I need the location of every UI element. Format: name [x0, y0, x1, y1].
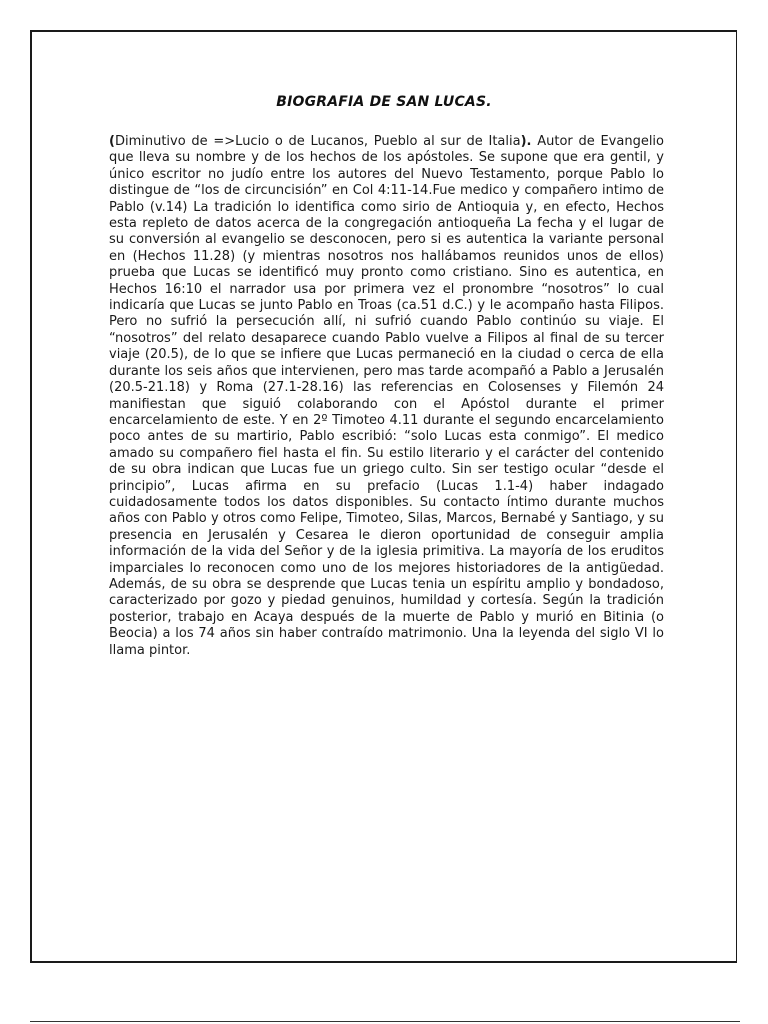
intro-paren-open: ( — [109, 134, 115, 149]
body-text: Autor de Evangelio que lleva su nombre y de los hechos de los apóstoles. Se supone que era gentil, y único escritor no judío entre los autores del Nuevo Testamento, porque Pablo lo distingue de “los de circuncisión” en Col 4:11-14.Fue medico y compañero intimo de Pablo (v.14) La tradición lo identifica como sirio de Antioquia y, en efecto, Hechos esta repleto de datos acerca de la congregación antioqueña La fecha y el lugar de su conversión al evangelio se desconocen, pero si es autentica la variante personal en (Hechos 11.28) (y mientras nosotros nos hallábamos reunidos unos de ellos) prueba que Lucas se identificó muy pronto como cristiano. Sino es autentica, en Hechos 16:10 el narrador usa por primera vez el pronombre “nosotros” lo cual indicaría que Lucas se junto Pablo en Troas (ca.51 d.C.) y le acompaño hasta Filipos. Pero no sufrió la persecución allí, ni sufrió cuando Pablo continúo su viaje. El “nosotros” del relato desaparece cuando Pablo vuelve a Filipos al final de su tercer viaje (20.5), de lo que se infiere que Lucas permaneció en la ciudad o cerca de ella durante los seis años que intervienen, pero mas tarde acompañó a Pablo a Jerusalén (20.5-21.18) y Roma (27.1-28.16) las referencias en Colosenses y Filemón 24 manifiestan que siguió colaborando con el Apóstol durante el primer encarcelamiento de este. Y en 2º Timoteo 4.11 durante el segundo encarcelamiento poco antes de su martirio, Pablo escribió: “solo Lucas esta conmigo”. El medico amado su compañero fiel hasta el fin. Su estilo literario y el carácter del contenido de su obra indican que Lucas fue un griego culto. Sin ser testigo ocular “desde el principio”, Lucas afirma en su prefacio (Lucas 1.1-4) haber indagado cuidadosamente todos los datos disponibles. Su contacto íntimo durante muchos años con Pablo y otros como Felipe, Timoteo, Silas, Marcos, Bernabé y Santiago, y su presencia en Jerusalén y Cesarea le dieron oportunidad de conseguir amplia información de la vida del Señor y de la iglesia primitiva. La mayoría de los eruditos imparciales lo reconocen como uno de los mejores historiadores de la antigüedad. Además, de su obra se desprende que Lucas tenia un espíritu amplio y bondadoso, caracterizado por gozo y piedad genuinos, humildad y cortesía. Según la tradición posterior, trabajo en Acaya después de la muerte de Pablo y murió en Bitinia (o Beocia) a los 74 años sin haber contraído matrimonio. Una la leyenda del siglo VI lo llama pintor. — [109, 134, 664, 658]
document-title: BIOGRAFIA DE SAN LUCAS. — [276, 94, 492, 110]
document-body — [109, 134, 664, 659]
intro-paren-close: ). — [520, 134, 532, 149]
footer-rule — [30, 1021, 740, 1022]
page-frame — [30, 30, 737, 963]
intro-text: Diminutivo de =>Lucio o de Lucanos, Pueblo al sur de Italia — [114, 134, 521, 149]
